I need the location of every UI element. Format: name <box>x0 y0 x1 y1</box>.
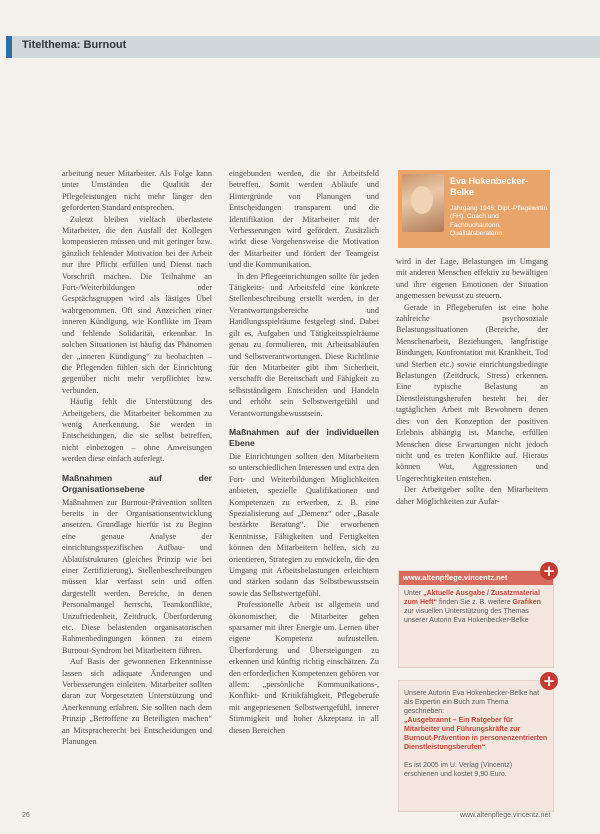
col2-para-1: eingebunden werden, die ihr Arbeitsfeld betreffen. Somit werden Abläufe und Hintergründe von Planungen und Entscheidungen transparent und die Identifikation der Mitarbeiter mit der Verbesserungen wird gefördert. Zusätzlich wirkt diese Vorgehensweise die Motivation der Mitarbeiter und fördert der Teamgeist und die Kommunikation. <box>229 169 379 270</box>
col2-para-4: Professionelle Arbeit ist allgemein und ökonomischer, die Mitarbeiter gehen sparsamer mit ihrer Energie um. Lernen über eigene Kompetenz aufzustellen. Überforderung und Übersteigungen zu erkennen und künftig richtig einschätzen. Zu den erforderlichen Kompetenzen gehören vor allem: „persönliche Kommunikations-, Konflikt- und Kritikfähigkeit, Pflegeberufe mit angepriesenen Selbstwertgefühl, innerer Stimmigkeit und hoher Akzeptanz in all diesen Bereichen <box>229 600 379 735</box>
col2-heading: Maßnahmen auf der individuellen Ebene <box>229 426 379 448</box>
online-box <box>398 570 554 668</box>
column-3 <box>396 256 548 507</box>
column-1 <box>62 168 212 748</box>
online-box-link[interactable]: www.altenpflege.vincentz.net <box>399 571 553 585</box>
author-name: Eva Hokenbecker-Belke <box>450 176 529 197</box>
col3-para-3: Der Arbeitgeber sollte den Mitarbeitern daher Möglichkeiten zur Aufar- <box>396 485 548 506</box>
page-number: 26 <box>22 812 30 819</box>
col3-para-2: Gerade in Pflegeberufen ist eine hohe zahlreiche psychosoziale Belastungssituationen (Bereiche, der Menschenarbeit, Beziehungen, langfristige Bindungen, Konfrontation mit Krankheit, Tod und Sterben etc.) sowie einrichtungsbedingte Belastungen (Zeitdruck, Stress) erkennen. Eine typische Belastung an Dienstleistungsberufen besteht bei der tagtäglichen Arbeit mit Bewohnern denen dies von den Konzeption der positiven Erlebnis abhängig ist. Manche, erfüllen Menschen diese Erwartungen nicht jedoch nicht und es treten Konflikte auf. Hieraus können Wut, Aggressionen und Ungerechtigkeiten entstehen. <box>396 302 548 483</box>
book-pub: Es ist 2005 im U. Verlag (Vincentz) erschienen und kostet 9,90 Euro. <box>404 762 513 778</box>
plus-icon: + <box>540 672 558 690</box>
col1-para-5: Auf Basis der gewonnenen Erkenntnisse lassen sich adäquate Änderungen und Verbesserungen einleiten. Mitarbeiter sollten daran zur Vorgesetzten Unterstützung und Anerkennung erfahren. Sie sollten nach dem Prinzip „Betroffene zu Beteiligten machen“ an Mitspracherecht bei Entscheidungen und Planungen <box>62 657 212 747</box>
footer-url[interactable]: www.altenpflege.vincentz.net <box>460 812 551 819</box>
online-box-text-mid: finden Sie z. B. weitere <box>437 599 513 606</box>
column-2 <box>229 168 379 736</box>
online-box-link-text[interactable]: „Aktuelle Ausgabe / Zusatzmaterial zum Heft“ <box>404 590 540 606</box>
col3-para-1: wird in der Lage, Belastungen im Umgang mit anderen Menschen effektiv zu bewältigen und ihre eigenen Emotionen der Situation angemessen bewusst zu steuern. <box>396 257 548 301</box>
online-box-body <box>399 585 553 629</box>
book-box-body <box>399 681 553 783</box>
author-face <box>411 186 433 214</box>
online-box-text-pre: Unter <box>404 590 424 597</box>
author-bio: Jahrgang 1946, Dipl.-Pflegewirtin (FH), Coach und Fachbuchautorin, Qualitätsberaterin <box>450 205 548 238</box>
col1-para-4: Maßnahmen zur Burnout-Prävention sollten bereits in der Organisationsentwicklung ansetzen. Grundlage hierfür ist zu Beginn eine genaue Analyse der einrichtungsspezifischen Aufbau- und Ablaufstrukturen (gleiches Prinzip wie bei einer Zertifizierung). Stellenbeschreibungen müssen klar verfasst sein und offen dargestellt werden. Bereiche, in denen Personalmangel herrscht, Teamkonflikte, Unzufriedenheit, Zeitdruck, Überforderung etc. Diese belastenden organisatorischen Rahmenbedingungen können zu einem Burnout-Syndrom bei Mitarbeitern führen. <box>62 497 212 655</box>
online-box-link2-text[interactable]: Grafiken <box>512 599 541 606</box>
book-box <box>398 680 554 812</box>
col1-para-3: Häufig fehlt die Unterstützung des Arbeitgebers, die Mitarbeiter bekommen zu wenig Anerkennung. Sie werden in Entscheidungen, die sie selbst betreffen, nicht einbezogen – ohne Anweisungen werden diese einfach auferlegt. <box>62 397 212 464</box>
book-title: „Ausgebrannt – Ein Ratgeber für Mitarbeiter und Führungskräfte zur Burnout-Prävention in personenzentrierten Dienstleistungsberufen“ <box>404 717 548 751</box>
book-intro: Unsere Autorin Eva Hokenbecker-Belke hat als Expertin ein Buch zum Thema geschrieben: <box>404 690 540 715</box>
col1-para-2: Zuletzt bleiben vielfach überlastete Mitarbeiter, die den Ausfall der Kollegen kompensieren müssen und mit geringer bzw. gänzlich fehlender Motivation bei der Arbeit nur ihre Pflicht erfüllen und Dienst nach Vorschrift machen. Die Teilnahme an Fort-/Weiterbildungen oder Gesprächsgruppen wird als lästiges Übel wahrgenommen. Oft sind Anzeichen einer inneren Kündigung, wie Konflikte im Team und fehlende Solidarität, erkennbar. In solchen Situationen ist häufig das Phänomen der „inneren Kündigung“ zu beobachten – die Pflegenden fühlen sich der Einrichtung gegenüber nicht mehr verpflichtet bzw. verbunden. <box>62 214 212 395</box>
plus-icon: + <box>540 562 558 580</box>
col1-para-1: arbeitung neuer Mitarbeiter. Als Folge kann unter Umständen die Qualität der Pflegeleistungen nicht mehr länger den geforderten Standard entsprechen. <box>62 169 212 213</box>
page-title: Titelthema: Burnout <box>22 39 127 51</box>
online-box-text-post: zur visuellen Unterstützung des Themas unserer Autorin Eva Hokenbecker-Belke <box>404 608 529 624</box>
col1-heading: Maßnahmen auf der Organisationsebene <box>62 472 212 494</box>
col2-para-2: In den Pflegeeinrichtungen sollte für jeden Tätigkeits- und Arbeitsfeld eine konkrete Stellenbeschreibung erstellt werden, in der Verantwortungsbereiche und Handlungsspielräume festgelegt sind. Dabei gilt es, Aufgaben und Tätigkeitsspielräume genau zu formulieren, mit Arbeitsabläufen und Selbstverantwortungen. Diese Richtlinie für den Mitarbeiter gibt ihm Sicherheit, verschafft die Bereitschaft und Fähigkeit zu selbstständigem Entscheiden und Handeln und erhöht sein Selbstwertgefühl und Verantwortungsbewusstsein. <box>229 271 379 418</box>
col2-para-3: Die Einrichtungen sollten den Mitarbeitern so unterschiedlichen Interessen und extra den Fort- und Weiterbildungen Möglichkeiten anbieten, spezielle Qualifikationen und Kompetenzen zu erwerben, z. B. eine Spezialisierung auf „Demenz“ oder „Basale bestärkte Beratung“. Die erworbenen Kenntnisse, Fähigkeiten und Fertigkeiten können den Mitarbeitern helfen, sich zu orientieren, Strategien zu entwickeln, die den Umgang mit Arbeitsbelastungen erleichtern und stärken sodann das Selbstbewusstsein sowie das Selbstwertgefühl. <box>229 451 379 598</box>
